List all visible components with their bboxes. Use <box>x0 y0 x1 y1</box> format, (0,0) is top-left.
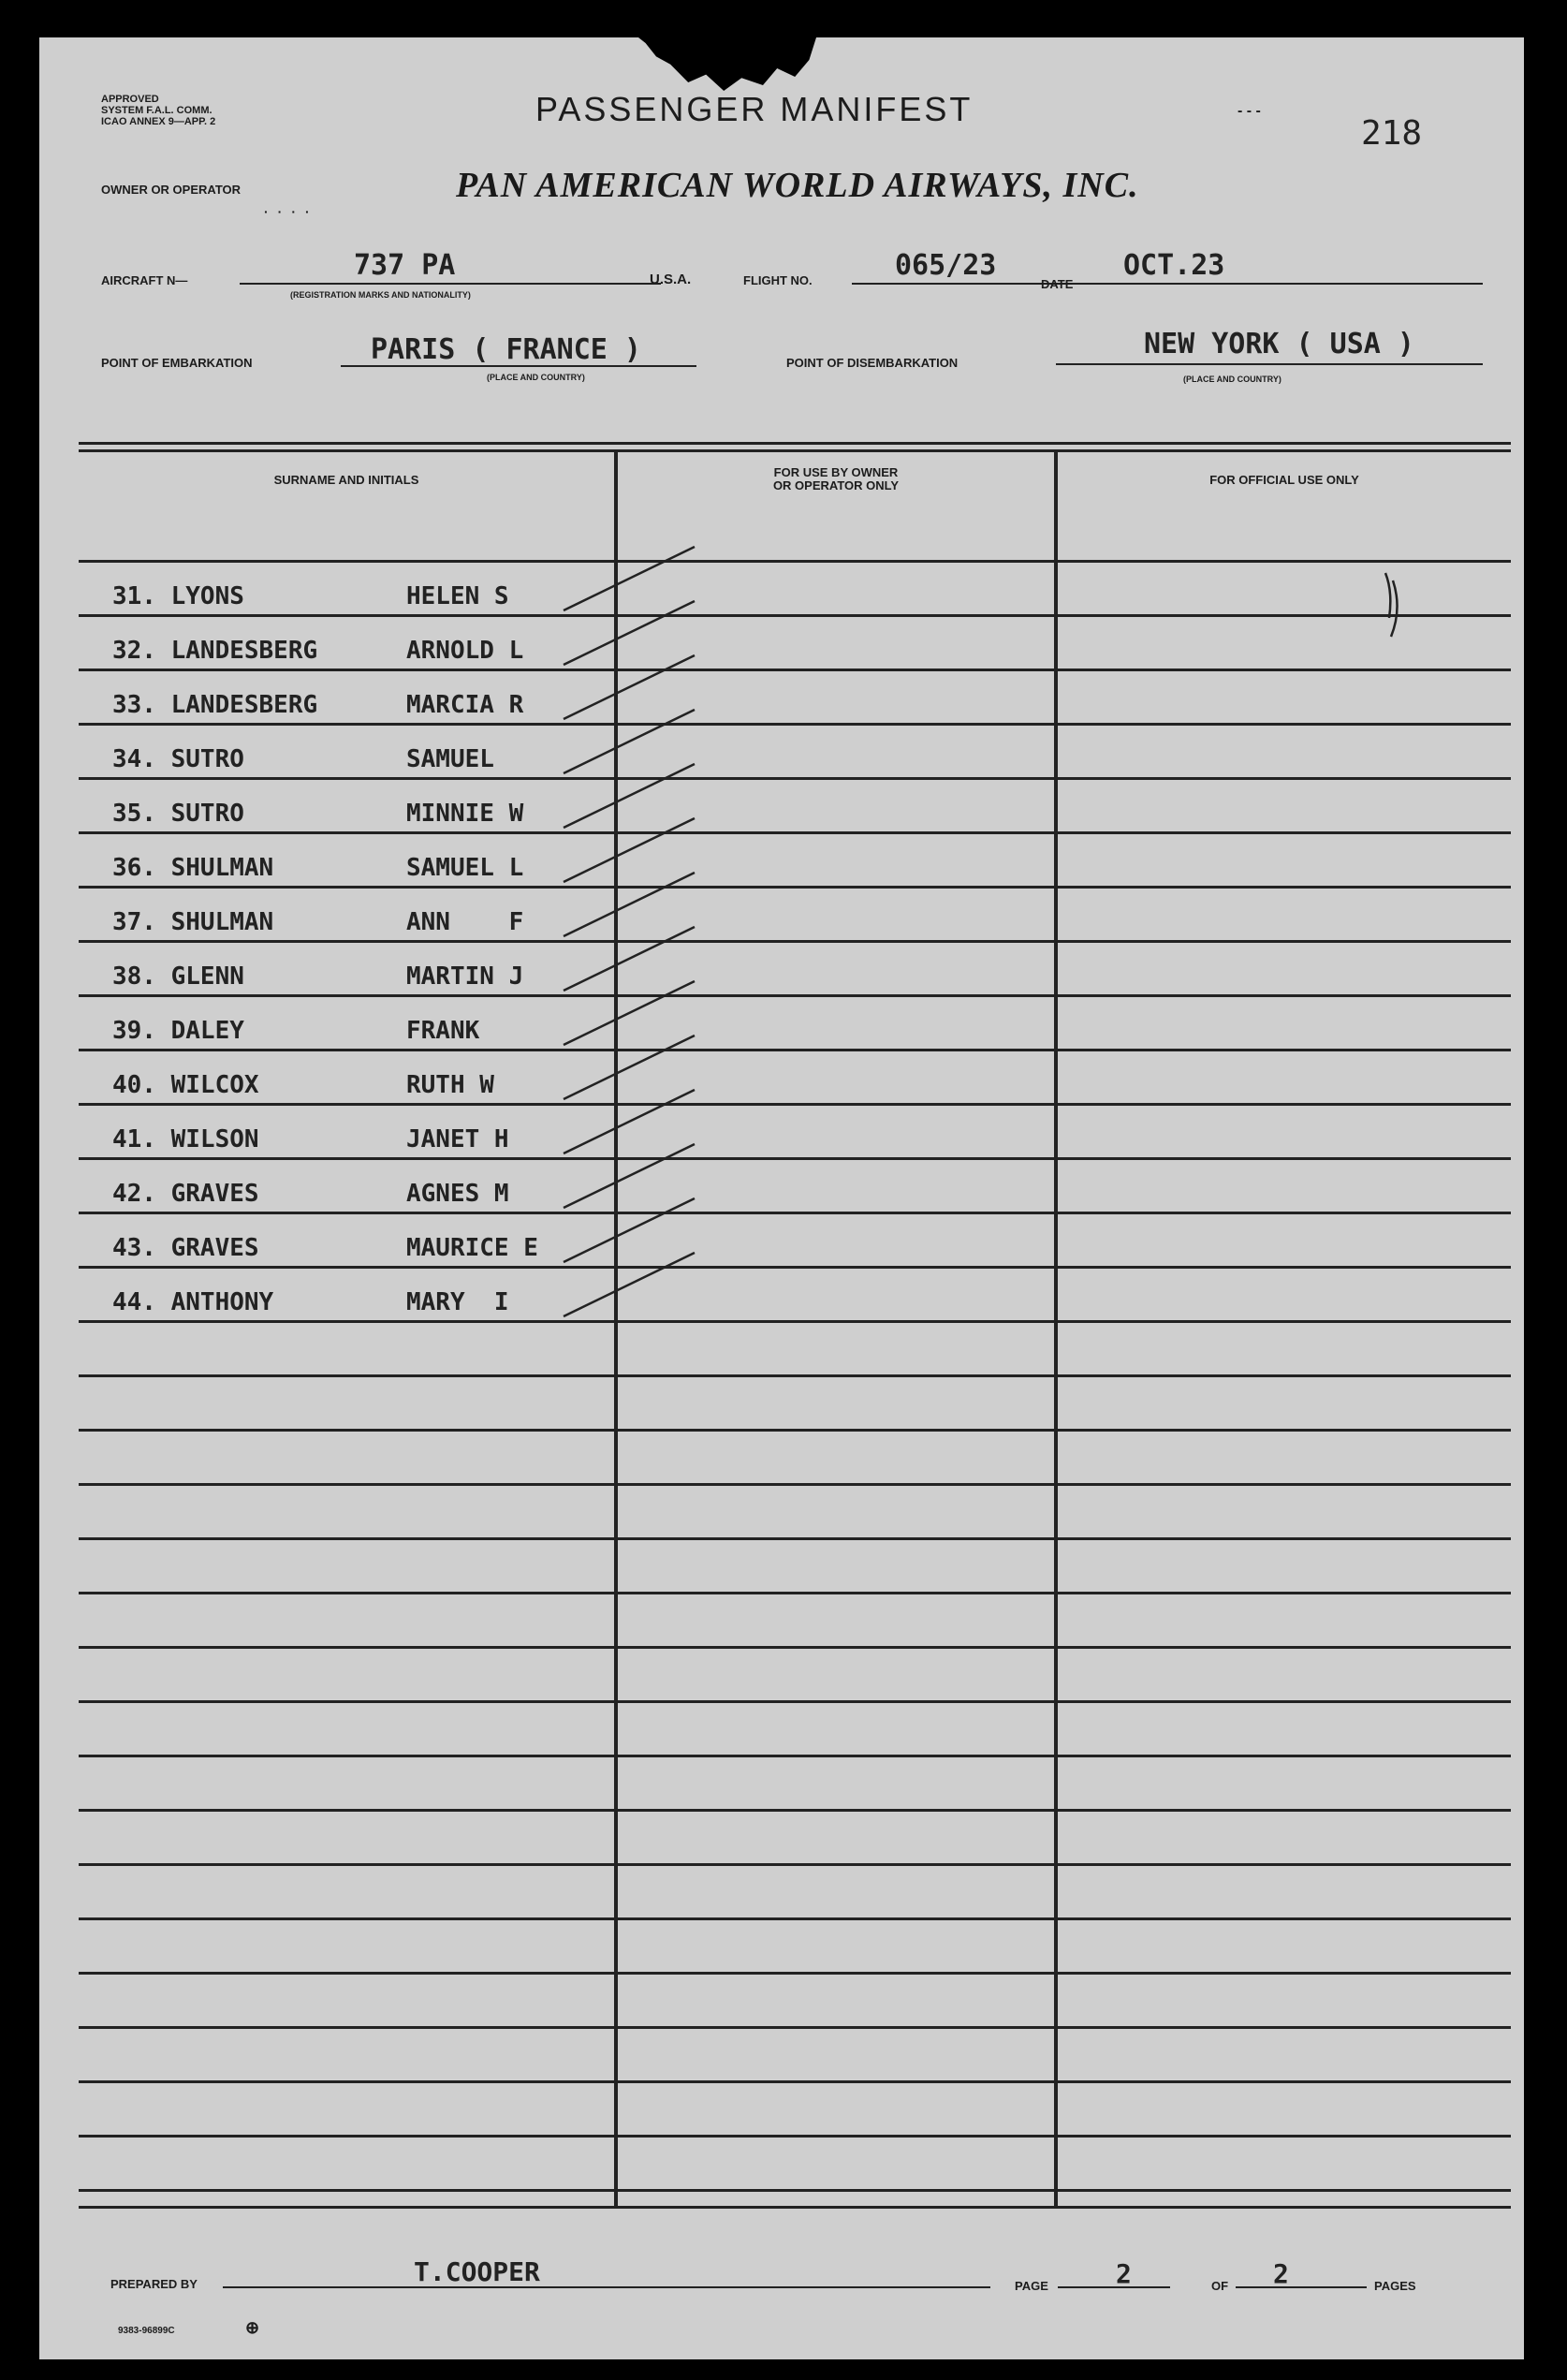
dash-mark: - - - <box>1237 103 1261 119</box>
passenger-name: 35. SUTRO <box>112 800 244 828</box>
country-label: U.S.A. <box>650 272 692 287</box>
operator-name: PAN AMERICAN WORLD AIRWAYS, INC. <box>456 166 1139 205</box>
flight-label: FLIGHT NO. <box>743 273 813 287</box>
pen-mark <box>1385 573 1398 637</box>
pages-label: PAGES <box>1374 2279 1416 2293</box>
passenger-initials: MINNIE W <box>406 800 524 828</box>
page-stamp: 218 <box>1361 114 1423 153</box>
disembarkation-sublabel: (PLACE AND COUNTRY) <box>1183 375 1281 384</box>
flight-value: 065/23 <box>895 249 997 282</box>
manifest-paper <box>39 37 1524 2359</box>
passenger-initials: MARCIA R <box>406 691 524 719</box>
check-stroke <box>564 927 695 991</box>
column-header-owner-line: OR OPERATOR ONLY <box>772 478 900 492</box>
passenger-name: 41. WILSON <box>112 1125 259 1153</box>
approval-line: SYSTEM F.A.L. COMM. <box>101 105 212 116</box>
passenger-initials: ANN F <box>406 908 524 936</box>
disembarkation-value: NEW YORK ( USA ) <box>1144 328 1414 360</box>
check-stroke <box>564 710 695 773</box>
approval-line: ICAO ANNEX 9—APP. 2 <box>101 116 216 127</box>
check-stroke <box>564 981 695 1045</box>
operator-label: OWNER OR OPERATOR <box>101 183 242 197</box>
passenger-initials: MARTIN J <box>406 962 524 991</box>
printer-logo-icon: ⊕ <box>245 2318 260 2337</box>
check-stroke <box>564 1090 695 1153</box>
total-value: 2 <box>1273 2258 1289 2289</box>
check-marks <box>39 37 1524 2359</box>
passenger-initials: FRANK <box>406 1017 480 1045</box>
page-label: PAGE <box>1015 2279 1048 2293</box>
passenger-name: 44. ANTHONY <box>112 1288 274 1316</box>
embarkation-label: POINT OF EMBARKATION <box>101 356 253 370</box>
page-value: 2 <box>1116 2258 1132 2289</box>
passenger-initials: RUTH W <box>406 1071 494 1099</box>
prepared-by-line <box>223 2286 990 2288</box>
passenger-name: 32. LANDESBERG <box>112 637 318 665</box>
passenger-initials: HELEN S <box>406 582 509 610</box>
aircraft-value: 737 PA <box>354 249 456 282</box>
embarkation-value: PARIS ( FRANCE ) <box>371 333 641 366</box>
page-line <box>1058 2286 1170 2288</box>
passenger-name: 43. GRAVES <box>112 1234 259 1262</box>
passenger-name: 39. DALEY <box>112 1017 244 1045</box>
column-header-official: FOR OFFICIAL USE ONLY <box>1209 473 1359 487</box>
form-code: 9383-96899C <box>118 2326 175 2336</box>
passenger-initials: ARNOLD L <box>406 637 524 665</box>
passenger-name: 37. SHULMAN <box>112 908 274 936</box>
passenger-name: 31. LYONS <box>112 582 244 610</box>
disembarkation-label: POINT OF DISEMBARKATION <box>786 356 959 370</box>
passenger-name: 36. SHULMAN <box>112 854 274 882</box>
passenger-name: 34. SUTRO <box>112 745 244 773</box>
passenger-initials: MARY I <box>406 1288 509 1316</box>
passenger-initials: SAMUEL L <box>406 854 524 882</box>
passenger-name: 38. GLENN <box>112 962 244 991</box>
check-stroke <box>564 873 695 936</box>
passenger-name: 33. LANDESBERG <box>112 691 318 719</box>
prepared-by-value: T.COOPER <box>414 2256 540 2287</box>
passenger-name: 42. GRAVES <box>112 1180 259 1208</box>
check-stroke <box>564 547 695 610</box>
passenger-initials: JANET H <box>406 1125 509 1153</box>
check-stroke <box>564 1036 695 1099</box>
dots-mark: ···· <box>264 204 319 219</box>
date-value: OCT.23 <box>1123 249 1225 282</box>
check-stroke <box>564 764 695 828</box>
of-label: OF <box>1211 2279 1229 2293</box>
passenger-initials: SAMUEL <box>406 745 494 773</box>
aircraft-label: AIRCRAFT N— <box>101 273 188 287</box>
embarkation-sublabel: (PLACE AND COUNTRY) <box>487 373 585 382</box>
passenger-name: 40. WILCOX <box>112 1071 259 1099</box>
check-stroke <box>564 655 695 719</box>
check-stroke <box>564 1253 695 1316</box>
passenger-initials: MAURICE E <box>406 1234 538 1262</box>
date-label: DATE <box>1041 277 1074 291</box>
check-stroke <box>564 1198 695 1262</box>
check-stroke <box>564 601 695 665</box>
page-title: PASSENGER MANIFEST <box>535 90 974 128</box>
prepared-by-label: PREPARED BY <box>110 2277 198 2291</box>
approval-line: APPROVED <box>101 94 159 105</box>
check-stroke <box>564 1144 695 1208</box>
column-header-owner-line: FOR USE BY OWNER <box>773 465 899 479</box>
check-stroke <box>564 818 695 882</box>
of-line <box>1236 2286 1367 2288</box>
passenger-initials: AGNES M <box>406 1180 509 1208</box>
column-header-names: SURNAME AND INITIALS <box>273 473 419 487</box>
aircraft-sublabel: (REGISTRATION MARKS AND NATIONALITY) <box>290 290 471 300</box>
